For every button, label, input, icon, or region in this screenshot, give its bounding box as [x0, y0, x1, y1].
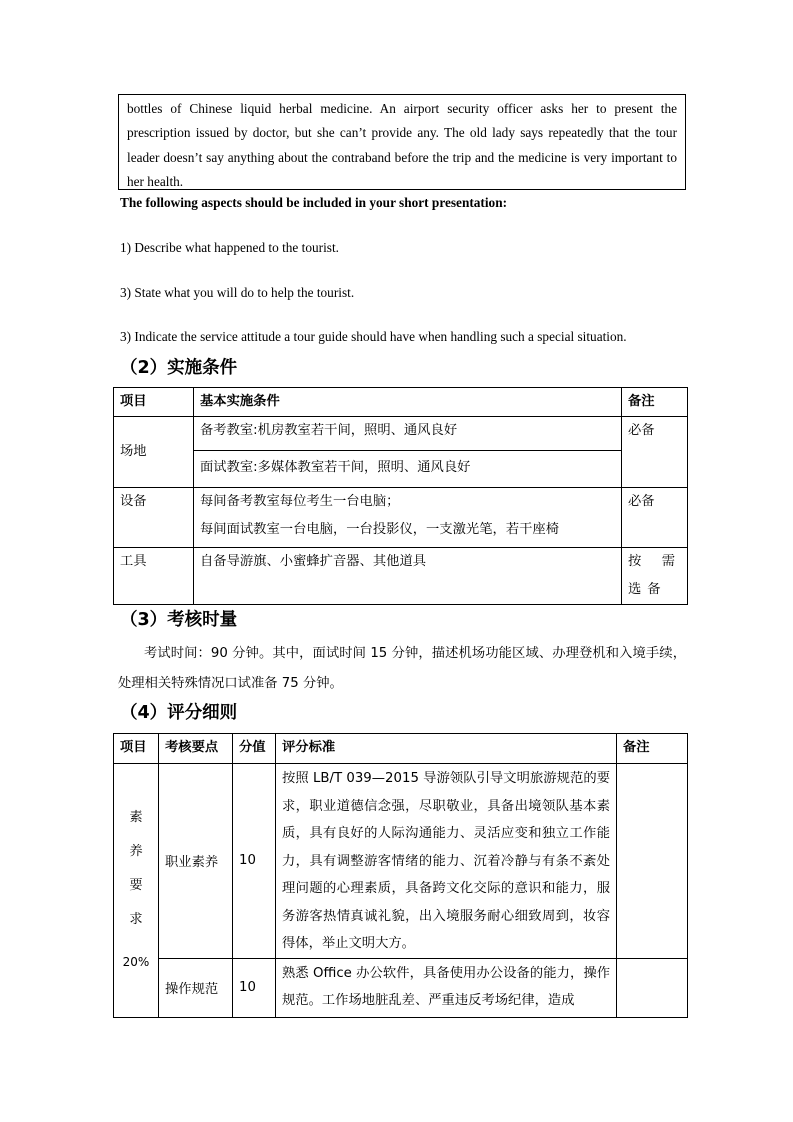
criteria-text: 按照 LB/T 039—2015 导游领队引导文明旅游规范的要求，职业道德信念强，尽职敬业，具备出境领队基本素质，具有良好的人际沟通能力、灵活应变和独立工作能力，具有调整游客情绪的能力、沉着冷静与有条不紊处理问题的心理素质，具备跨文化交际的意识和能力，服务游客热情真诚礼貌，出入境服务耐心细致周到，妆容得体，举止文明大方。 [276, 764, 617, 959]
section-heading-scoring: （4）评分细则 [120, 703, 238, 723]
key-point: 操作规范 [159, 958, 233, 1017]
presentation-item-2: 3) State what you will do to help the tourist. [120, 285, 355, 300]
category-weight: 20% [122, 955, 150, 970]
duration-text: 考试时间：90 分钟。其中，面试时间 15 分钟，描述机场功能区域、办理登机和入境手续，处理相关特殊情况口试准备 75 分钟。 [118, 646, 686, 691]
scoring-table [113, 733, 688, 1018]
tools-content: 自备导游旗、小蜜蜂扩音器、其他道具 [194, 548, 622, 605]
criteria-note [617, 764, 688, 959]
table-row [114, 958, 688, 1017]
presentation-item-1: 1) Describe what happened to the tourist. [120, 240, 339, 255]
criteria-note [617, 958, 688, 1017]
header-note: 备注 [622, 388, 688, 417]
scenario-box [118, 94, 686, 190]
table-row [114, 417, 688, 451]
equipment-line-2: 每间面试教室一台电脑，一台投影仪，一支激光笔，若干座椅 [200, 522, 560, 537]
header-conditions: 基本实施条件 [194, 388, 622, 417]
header-key-point: 考核要点 [159, 734, 233, 764]
venue-interview-room: 面试教室:多媒体教室若干间，照明、通风良好 [194, 451, 622, 488]
header-item: 项目 [114, 388, 194, 417]
equipment-content [194, 488, 622, 548]
table-header-row [114, 734, 688, 764]
header-score: 分值 [233, 734, 276, 764]
section-heading-duration: （3）考核时量 [120, 610, 238, 630]
conditions-table [113, 387, 688, 605]
category-char: 素 [129, 810, 143, 826]
equipment-line-1: 每间备考教室每位考生一台电脑； [200, 494, 400, 509]
key-point: 职业素养 [159, 764, 233, 959]
venue-label: 场地 [114, 417, 194, 488]
scenario-text: bottles of Chinese liquid herbal medicine. An airport security officer asks her to present the prescription issued by doctor, but she can’t provide any. The old lady says repeatedly that the tour leader doesn’t say anything about the contraband before the trip and the medicine is very important to her health. [127, 101, 677, 189]
header-note: 备注 [617, 734, 688, 764]
criteria-text: 熟悉 Office 办公软件，具备使用办公设备的能力，操作规范。工作场地脏乱差、严重违反考场纪律，造成 [276, 958, 617, 1017]
venue-prep-room: 备考教室:机房教室若干间，照明、通风良好 [194, 417, 622, 451]
presentation-item-3: 3) Indicate the service attitude a tour guide should have when handling such a special situation. [120, 329, 627, 344]
table-row [114, 488, 688, 548]
table-row [114, 764, 688, 959]
presentation-heading: The following aspects should be included in your short presentation: [120, 195, 508, 210]
header-criteria: 评分标准 [276, 734, 617, 764]
table-row [114, 548, 688, 605]
score-value: 10 [233, 958, 276, 1017]
header-item: 项目 [114, 734, 159, 764]
category-char: 要 [129, 878, 143, 894]
equipment-label: 设备 [114, 488, 194, 548]
equipment-note: 必备 [622, 488, 688, 548]
tools-label: 工具 [114, 548, 194, 605]
category-char: 求 [129, 912, 143, 928]
category-char: 养 [129, 844, 143, 860]
venue-note: 必备 [622, 417, 688, 488]
category-cell [114, 764, 159, 1018]
table-header-row [114, 388, 688, 417]
table-row [114, 451, 688, 488]
section-heading-conditions: （2）实施条件 [120, 358, 238, 378]
score-value: 10 [233, 764, 276, 959]
tools-note: 按需选备 [622, 548, 688, 605]
